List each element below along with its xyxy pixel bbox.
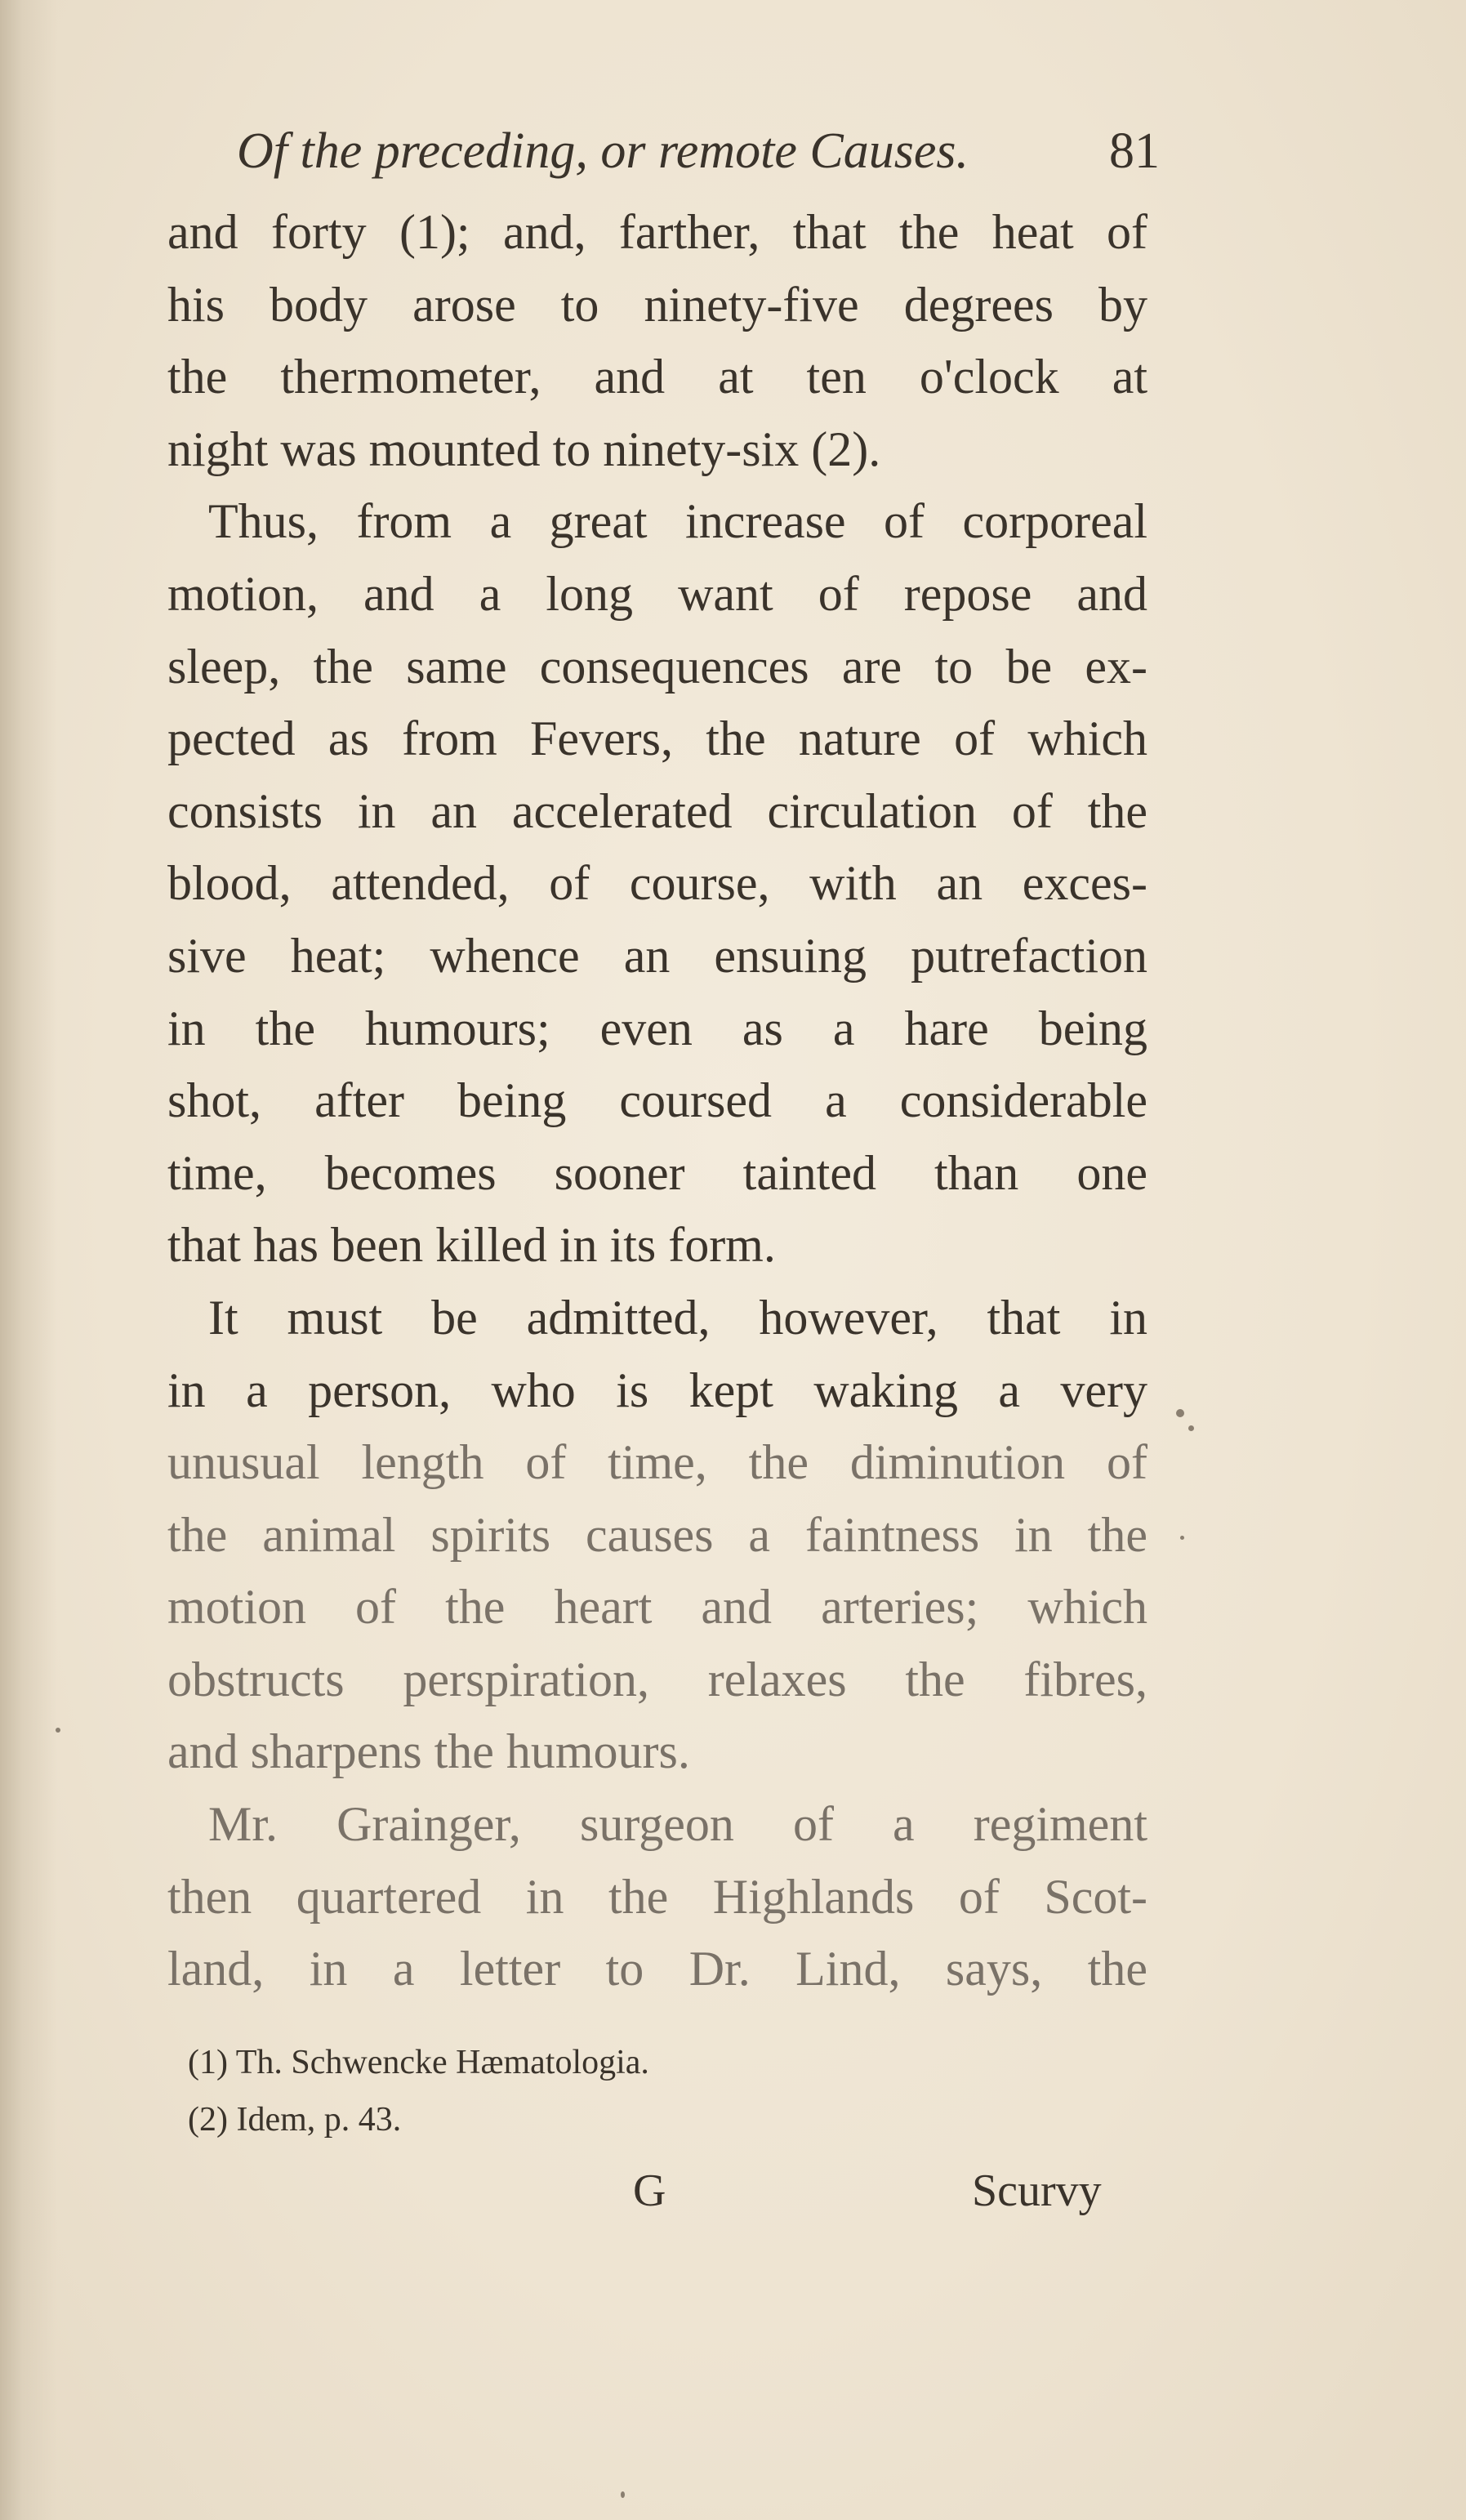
text-line: the animal spirits causes a faintness in the xyxy=(167,1507,1147,1562)
gutter-shadow xyxy=(0,0,57,2520)
running-head xyxy=(237,114,1160,188)
text-line: in a person, who is kept waking a very xyxy=(167,1363,1147,1417)
catchword: Scurvy xyxy=(972,2165,1102,2216)
text-line: time, becomes sooner tainted than one xyxy=(167,1145,1147,1200)
text-line: night was mounted to ninety-six (2). xyxy=(167,421,881,476)
text-line: that has been killed in its form. xyxy=(167,1218,776,1273)
paper-speck xyxy=(1188,1425,1194,1431)
text-line: blood, attended, of course, with an exces- xyxy=(167,856,1147,911)
text-line: unusual length of time, the diminution of xyxy=(167,1435,1147,1490)
text-line: consists in an accelerated circulation of the xyxy=(167,783,1147,838)
footnote: (2) Idem, p. 43. xyxy=(188,2101,402,2139)
text-line: and sharpens the humours. xyxy=(167,1724,690,1779)
text-line: land, in a letter to Dr. Lind, says, the xyxy=(167,1942,1147,1996)
text-line: and forty (1); and, farther, that the heat of xyxy=(167,205,1147,259)
running-head-title: Of the preceding, or remote Causes. xyxy=(237,123,969,179)
footnote: (1) Th. Schwencke Hæmatologia. xyxy=(188,2044,649,2081)
text-line: in the humours; even as a hare being xyxy=(167,1001,1147,1055)
signature-mark: G xyxy=(633,2165,666,2216)
text-line: sive heat; whence an ensuing putrefaction xyxy=(167,928,1147,983)
text-line: then quartered in the Highlands of Scot- xyxy=(167,1869,1147,1924)
text-line: It must be admitted, however, that in xyxy=(208,1290,1147,1345)
paper-speck xyxy=(56,1728,60,1733)
paper-speck xyxy=(1180,1536,1184,1540)
paper-speck xyxy=(621,2491,625,2498)
body-text xyxy=(167,196,1147,2005)
text-line: obstructs perspiration, relaxes the fibres, xyxy=(167,1652,1147,1706)
text-line: Thus, from a great increase of corporeal xyxy=(208,494,1147,549)
page-number: 81 xyxy=(1109,123,1160,179)
text-line: pected as from Fevers, the nature of which xyxy=(167,711,1147,766)
paper-speck xyxy=(1176,1409,1184,1417)
footnotes xyxy=(188,2034,923,2148)
text-line: motion, and a long want of repose and xyxy=(167,566,1147,621)
text-line: the thermometer, and at ten o'clock at xyxy=(167,350,1147,404)
text-line: sleep, the same consequences are to be ex- xyxy=(167,639,1147,694)
text-line: his body arose to ninety-five degrees by xyxy=(167,277,1147,332)
text-line: Mr. Grainger, surgeon of a regiment xyxy=(208,1797,1147,1852)
text-line: motion of the heart and arteries; which xyxy=(167,1580,1147,1635)
text-line: shot, after being coursed a considerable xyxy=(167,1073,1147,1128)
